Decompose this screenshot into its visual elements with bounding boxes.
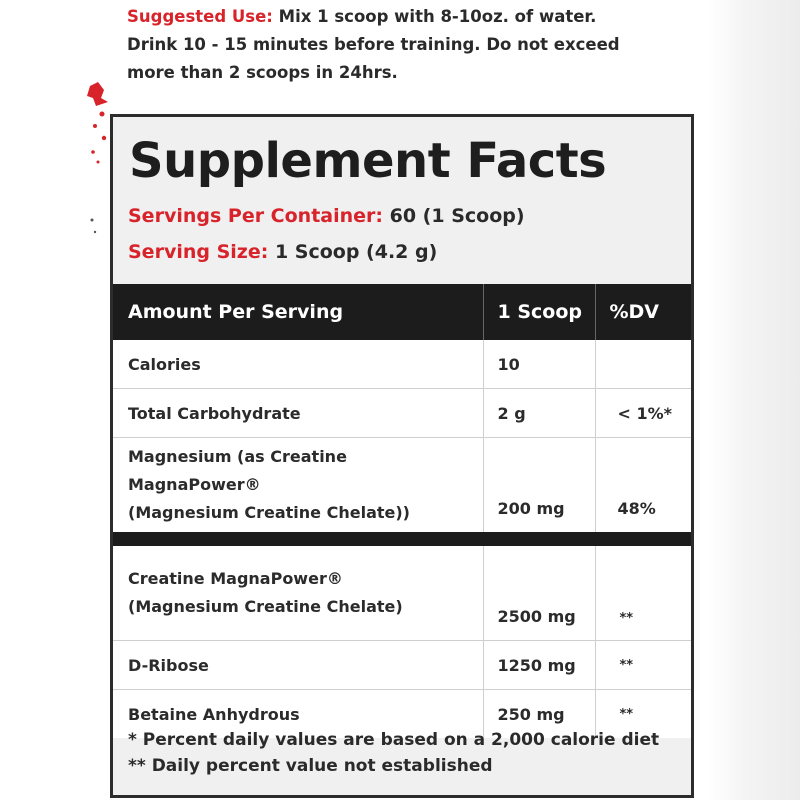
servings-per-container-value: 60 (1 Scoop) [383, 205, 525, 227]
serving-size [128, 241, 437, 263]
background-edge-strip [708, 0, 800, 800]
row-name-line-1: Magnesium (as Creatine MagnaPower® [128, 447, 347, 494]
table-row [113, 438, 691, 533]
table-row [113, 641, 691, 690]
suggested-use-line-2: Drink 10 - 15 minutes before training. Do not exceed [127, 35, 620, 54]
row-amount: 1250 mg [483, 641, 595, 690]
suggested-use-text [127, 3, 647, 87]
footnote-1: * Percent daily values are based on a 2,000 calorie diet [128, 730, 660, 750]
table-header-row [113, 284, 691, 340]
suggested-use-line-1: Mix 1 scoop with 8-10oz. of water. [272, 7, 597, 26]
footnotes [128, 727, 659, 779]
suggested-use-label: Suggested Use: [127, 7, 273, 26]
header-amount-per-serving: Amount Per Serving [113, 284, 483, 340]
row-dv: < 1%* [595, 389, 691, 438]
table-divider-bar [113, 532, 691, 546]
serving-size-value: 1 Scoop (4.2 g) [268, 241, 438, 263]
facts-table [113, 284, 691, 738]
supplement-facts-panel [110, 114, 694, 798]
row-name: D-Ribose [113, 641, 483, 690]
row-dv: ** [595, 546, 691, 641]
row-dv: ** [595, 641, 691, 690]
serving-size-label: Serving Size: [128, 241, 269, 263]
row-name-multiline [113, 546, 483, 641]
row-amount: 200 mg [483, 438, 595, 533]
row-name-multiline [113, 438, 483, 533]
table-row [113, 389, 691, 438]
servings-per-container [128, 205, 525, 227]
row-name: Betaine Anhydrous [113, 690, 483, 739]
row-name: Calories [113, 340, 483, 389]
footnote-2: ** Daily percent value not established [128, 756, 493, 776]
servings-per-container-label: Servings Per Container: [128, 205, 384, 227]
row-name: Total Carbohydrate [113, 389, 483, 438]
row-dv: ** [595, 690, 691, 739]
row-name-line-2: (Magnesium Creatine Chelate) [128, 597, 403, 616]
row-amount: 10 [483, 340, 595, 389]
panel-title: Supplement Facts [129, 133, 607, 189]
row-dv: 48% [595, 438, 691, 533]
row-amount: 2500 mg [483, 546, 595, 641]
header-dv: %DV [595, 284, 691, 340]
row-amount: 2 g [483, 389, 595, 438]
table-row [113, 340, 691, 389]
suggested-use-line-3: more than 2 scoops in 24hrs. [127, 63, 398, 82]
header-1-scoop: 1 Scoop [483, 284, 595, 340]
row-amount: 250 mg [483, 690, 595, 739]
row-name-line-1: Creatine MagnaPower® [128, 569, 343, 588]
table-row [113, 546, 691, 641]
row-dv [595, 340, 691, 389]
row-name-line-2: (Magnesium Creatine Chelate)) [128, 503, 410, 522]
